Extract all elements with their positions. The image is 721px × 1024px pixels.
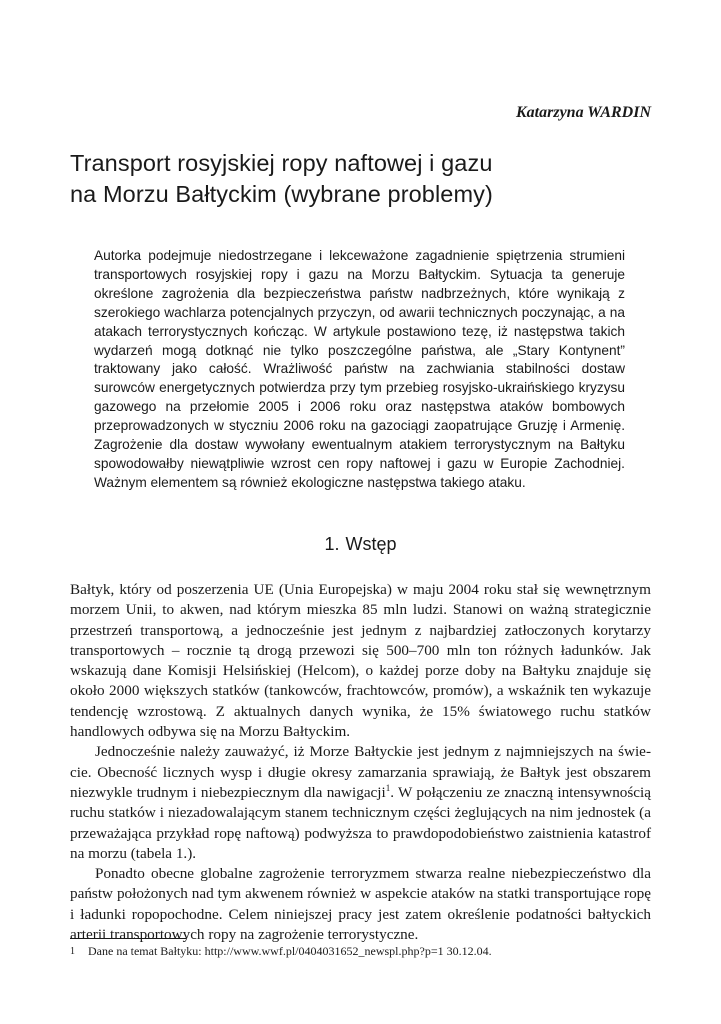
article-title xyxy=(70,148,670,210)
paragraph-2 xyxy=(70,742,651,864)
title-line-1: Transport rosyjskiej ropy naftowej i gazu xyxy=(70,150,493,176)
footnote-divider xyxy=(70,938,186,939)
section-heading xyxy=(0,534,721,555)
section-number: 1. xyxy=(324,534,340,554)
title-line-2: na Morzu Bałtyckim (wybrane problemy) xyxy=(70,181,493,207)
body-text xyxy=(70,580,651,945)
section-title: Wstęp xyxy=(345,534,397,554)
paragraph-1: Bałtyk, który od poszerzenia UE (Unia Europejska) w maju 2004 roku stał się wewnętrznym morzem Unii, to akwen, nad którym mieszka 85 mln ludzi. Stanowi on ważną strategicznie przestrzeń transportową, a jednocześnie jest jednym z najbardziej zatłoczonych korytarzy transportowych – rocznie tą drogą przewozi się 500–700 mln ton różnych ładunków. Jak wskazują dane Komisji Helsińskiej (Helcom), o każdej porze doby na Bałtyku znajduje się około 2000 większych statków (tankowców, frachtowców, promów), a wskaźnik ten wykazuje tendencję wzrostową. Z aktualnych danych wynika, że 15% światowego ruchu statków handlowych odbywa się na Morzu Bałtyckim. xyxy=(70,581,651,741)
footnote-text: Dane na temat Bałtyku: http://www.wwf.pl/0404031652_newspl.php?p=1 30.12.04. xyxy=(88,944,492,958)
footnote-number: 1 xyxy=(70,946,75,957)
abstract: Autorka podejmuje niedostrzegane i lekceważone zagadnienie spiętrzenia strumieni transportowych rosyjskiej ropy i gazu na Morzu Bałtyckim. Sytuacja ta generuje określone zagrożenia dla bezpieczeństwa państw nadbrzeżnych, które wynikają z szerokiego wachlarza potencjalnych przyczyn, od awarii technicznych poczynając, a na atakach terrorystycznych kończąc. W artykule postawiono tezę, iż następstwa takich wydarzeń mogą dotknąć nie tylko poszczególne państwa, ale „Stary Kontynent” traktowany jako całość. Wrażliwość państw na zachwiania stabilności dostaw surowców energetycznych potwierdza przy tym przebieg rosyjsko-ukraińskiego kryzysu gazowego na przełomie 2005 i 2006 roku oraz następstwa ataków bombowych przeprowadzonych w styczniu 2006 roku na gazociągi zaopatrujące Gruzję i Armenię. Zagrożenie dla dostaw wywołany ewentualnym atakiem terrorystycznym na Bałtyku spowodowałby niewątpliwie wzrost cen ropy naftowej i gazu w Europie Zachodniej. Ważnym elementem są również ekologiczne następstwa takiego ataku. xyxy=(94,248,625,490)
footnote-reference: 1 xyxy=(385,782,391,793)
paragraph-2-text-a: Jednocześnie należy zauważyć, iż Morze Bałtyckie jest jednym z najmniejszych na świecie. Obecność licznych wysp i długie okresy zamarzania sprawiają, że Bałtyk jest obszarem niezwykle trudnym i niebezpiecznym dla nawigacji xyxy=(70,743,651,801)
paragraph-2-text-b: . W połączeniu ze znaczną intensywnością ruchu statków i niezadowalającym stanem technicznym części żeglujących na nim jednostek (a przeważająca przykład ropę naftową) podwyższa to prawdopodobieństwo zaistnienia katastrof na morzu (tabela 1.). xyxy=(70,783,652,862)
author-name: Katarzyna WARDIN xyxy=(516,104,651,121)
footnote xyxy=(70,944,651,959)
paragraph-3: Ponadto obecne globalne zagrożenie terroryzmem stwarza realne niebezpieczeństwo dla państw położonych nad tym akwenem również w aspekcie ataków na statki transportujące ropę i ładunki ropopochodne. Celem niniejszej pracy jest zatem określenie podatności bałtyckich arterii transportowych ropy na zagrożenie terrorystyczne. xyxy=(70,865,651,944)
